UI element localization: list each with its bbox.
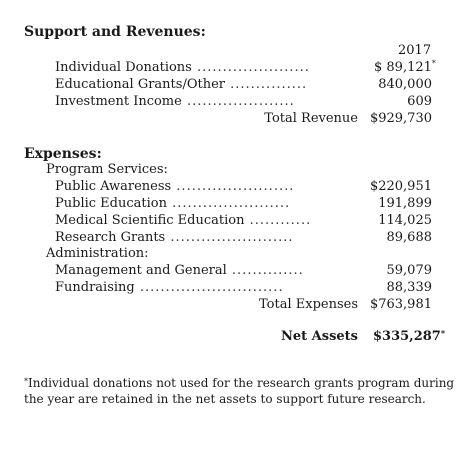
support-heading: Support and Revenues: [24, 24, 206, 40]
line-item-label: Public Awareness [55, 179, 172, 194]
footnote-line: the year are retained in the net assets to support future research. [24, 392, 426, 406]
line-item-value: 88,339 [386, 280, 432, 295]
line-item-fundraising [55, 280, 284, 295]
line-item-value: $ 89,121* [374, 59, 436, 75]
total-expenses-label: Total Expenses [259, 297, 358, 312]
line-item-label: Research Grants [55, 230, 166, 245]
footnote-line: Individual donations not used for the research grants program during [28, 376, 455, 390]
total-revenue-value: $929,730 [369, 111, 432, 126]
administration-heading: Administration: [46, 246, 149, 261]
expenses-heading: Expenses: [24, 146, 102, 162]
program-services-heading: Program Services: [46, 162, 168, 177]
year-header: 2017 [398, 43, 432, 58]
line-item-value: 89,688 [386, 230, 432, 245]
leader-dots: ..................... [181, 94, 295, 109]
leader-dots: ...................... [191, 60, 310, 75]
total-revenue-label: Total Revenue [264, 111, 358, 126]
line-item-value: 114,025 [378, 213, 432, 228]
leader-dots: ............... [225, 77, 308, 92]
line-item-label: Medical Scientific Education [55, 213, 245, 228]
line-item-label: Management and General [55, 263, 227, 278]
leader-dots: ............................ [134, 280, 284, 295]
line-item-value: 191,899 [378, 196, 432, 211]
line-item-investment-income [55, 94, 295, 109]
line-item-value: 609 [407, 94, 432, 109]
total-expenses-value: $763,981 [369, 297, 432, 312]
line-item-individual-donations [55, 60, 345, 75]
line-item-label: Public Education [55, 196, 167, 211]
line-item-label: Individual Donations [55, 60, 192, 75]
line-item-value: 59,079 [386, 263, 432, 278]
line-item-public-awareness [55, 179, 294, 194]
net-assets-value: $335,287* [373, 328, 446, 344]
line-item-research-grants [55, 230, 294, 245]
line-item-public-education [55, 196, 290, 211]
footnote-mark: * [24, 377, 28, 386]
leader-dots: ....................... [166, 196, 291, 211]
footnote [24, 375, 454, 407]
footnote-mark: * [440, 328, 446, 338]
leader-dots: .............. [226, 263, 304, 278]
line-item-label: Educational Grants/Other [55, 77, 225, 92]
net-assets-label: Net Assets [280, 329, 358, 344]
line-item-medical-scientific-education [55, 213, 311, 228]
footnote-mark: * [431, 59, 436, 68]
leader-dots: ........................ [165, 230, 294, 245]
line-item-educational-grants [55, 77, 307, 92]
line-item-label: Fundraising [55, 280, 135, 295]
line-item-label: Investment Income [55, 94, 182, 109]
line-item-value: 840,000 [378, 77, 432, 92]
leader-dots: ....................... [171, 179, 295, 194]
line-item-value: $220,951 [369, 179, 432, 194]
leader-dots: ............ [244, 213, 312, 228]
line-item-management-general [55, 263, 304, 278]
